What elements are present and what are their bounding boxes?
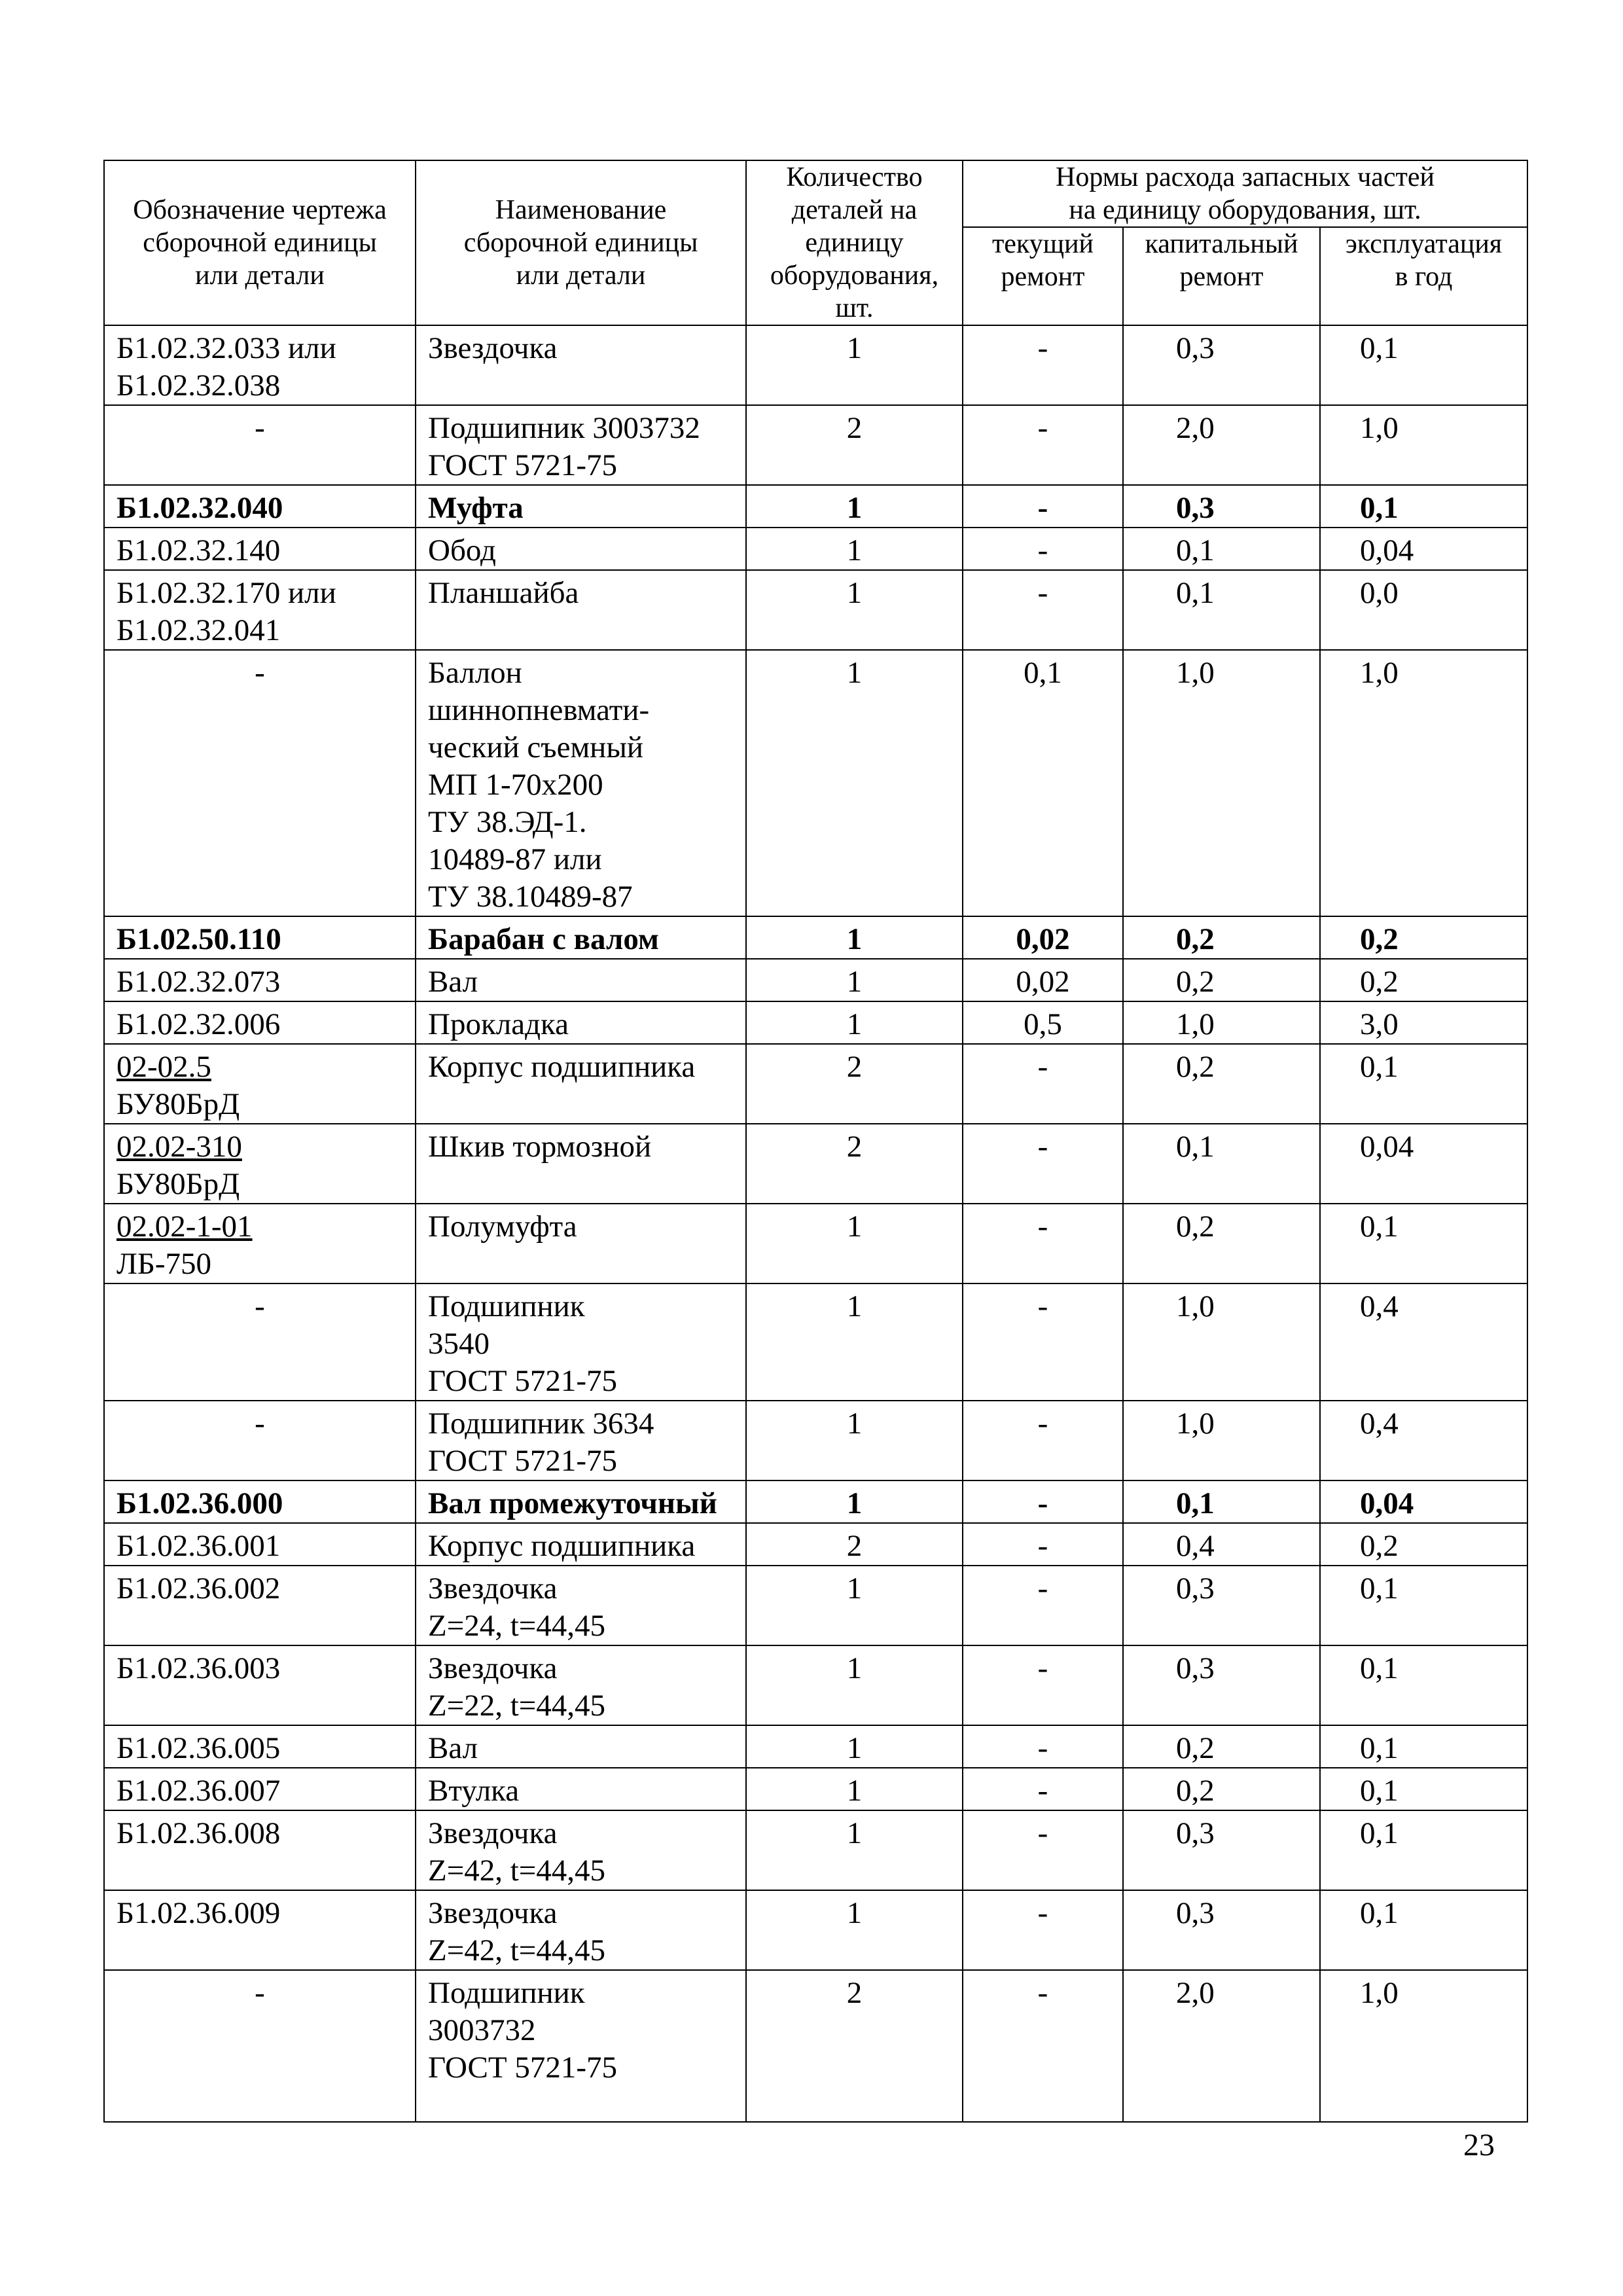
cell-capital-repair: 0,3: [1123, 1810, 1320, 1890]
cell-quantity: 1: [746, 1890, 963, 1970]
cell-part-name: [416, 650, 746, 916]
cell-quantity: 1: [746, 1768, 963, 1810]
cell-drawing-code: [104, 1283, 416, 1401]
cell-drawing-code: [104, 325, 416, 405]
parts-norms-table: [103, 160, 1528, 2123]
cell-part-name: [416, 1124, 746, 1204]
cell-drawing-code: [104, 528, 416, 570]
text-line: сборочной единицы: [463, 228, 698, 258]
cell-quantity: 1: [746, 1283, 963, 1401]
cell-drawing-code: [104, 570, 416, 650]
cell-capital-repair: 0,3: [1123, 485, 1320, 528]
text-line: Прокладка: [428, 1007, 569, 1041]
cell-quantity: 1: [746, 650, 963, 916]
text-line: деталей на: [791, 195, 918, 225]
cell-part-name: [416, 1768, 746, 1810]
text-line: -: [255, 1289, 265, 1323]
text-line: -: [255, 1976, 265, 2010]
cell-capital-repair: 2,0: [1123, 1970, 1320, 2122]
cell-capital-repair: 0,1: [1123, 528, 1320, 570]
cell-capital-repair: 0,4: [1123, 1523, 1320, 1566]
text-line: или детали: [195, 260, 325, 291]
text-line: Б1.02.32.170 или: [116, 576, 336, 610]
header-current-repair: [963, 227, 1123, 325]
cell-quantity: 2: [746, 405, 963, 485]
text-line: МП 1-70x200: [428, 768, 603, 802]
cell-capital-repair: 0,1: [1123, 1124, 1320, 1204]
text-line: 10489-87 или: [428, 842, 602, 876]
table-body: [104, 325, 1527, 2122]
cell-annual-operation: 0,04: [1320, 1124, 1527, 1204]
cell-current-repair: -: [963, 1970, 1123, 2122]
text-line: текущий: [991, 229, 1094, 259]
table-row: [104, 916, 1527, 959]
cell-current-repair: -: [963, 1204, 1123, 1283]
cell-annual-operation: 0,2: [1320, 916, 1527, 959]
table-row: [104, 325, 1527, 405]
cell-current-repair: -: [963, 1645, 1123, 1725]
text-line: ГОСТ 5721-75: [428, 448, 617, 482]
cell-part-name: [416, 1725, 746, 1768]
cell-part-name: [416, 1480, 746, 1523]
cell-current-repair: -: [963, 325, 1123, 405]
text-line: Звездочка: [428, 1651, 558, 1685]
cell-capital-repair: 0,2: [1123, 916, 1320, 959]
table-row: [104, 1523, 1527, 1566]
cell-annual-operation: 0,1: [1320, 485, 1527, 528]
cell-current-repair: 0,1: [963, 650, 1123, 916]
cell-part-name: [416, 1890, 746, 1970]
cell-part-name: [416, 528, 746, 570]
text-line: Б1.02.36.001: [116, 1529, 281, 1563]
text-line: Б1.02.36.007: [116, 1774, 281, 1808]
cell-annual-operation: 1,0: [1320, 1970, 1527, 2122]
cell-current-repair: -: [963, 1768, 1123, 1810]
cell-capital-repair: 0,3: [1123, 1645, 1320, 1725]
text-line: 3540: [428, 1327, 490, 1361]
cell-drawing-code: [104, 1890, 416, 1970]
table-row: [104, 650, 1527, 916]
cell-current-repair: 0,02: [963, 916, 1123, 959]
cell-drawing-code: [104, 1725, 416, 1768]
cell-drawing-code: [104, 1970, 416, 2122]
cell-quantity: 1: [746, 528, 963, 570]
text-line: Обозначение чертежа: [133, 195, 387, 225]
cell-part-name: [416, 1401, 746, 1480]
header-spare-parts-norms: [963, 160, 1527, 227]
table-row: [104, 485, 1527, 528]
text-line: Б1.02.32.033 или: [116, 331, 336, 365]
table-row: [104, 1645, 1527, 1725]
text-line: оборудования,: [770, 260, 939, 291]
text-line: Подшипник: [428, 1976, 585, 2010]
table-row: [104, 1810, 1527, 1890]
cell-capital-repair: 1,0: [1123, 1401, 1320, 1480]
text-line: ГОСТ 5721-75: [428, 2051, 617, 2085]
cell-current-repair: -: [963, 405, 1123, 485]
text-line: ТУ 38.ЭД-1.: [428, 805, 587, 839]
text-line: сборочной единицы: [143, 228, 377, 258]
text-line: Б1.02.36.009: [116, 1896, 281, 1930]
cell-capital-repair: 1,0: [1123, 1283, 1320, 1401]
cell-capital-repair: 0,2: [1123, 1204, 1320, 1283]
table-row: [104, 570, 1527, 650]
text-line: ческий съемный: [428, 730, 644, 764]
text-line: Z=42, t=44,45: [428, 1854, 606, 1888]
cell-capital-repair: 0,2: [1123, 1044, 1320, 1124]
table-row: [104, 405, 1527, 485]
cell-quantity: 1: [746, 325, 963, 405]
cell-annual-operation: 0,4: [1320, 1283, 1527, 1401]
text-line: Нормы расхода запасных частей: [1056, 162, 1435, 192]
text-line: Z=42, t=44,45: [428, 1933, 606, 1967]
table-row: [104, 1566, 1527, 1645]
cell-part-name: [416, 1204, 746, 1283]
cell-current-repair: -: [963, 1725, 1123, 1768]
cell-capital-repair: 0,2: [1123, 1725, 1320, 1768]
cell-drawing-code: [104, 1001, 416, 1044]
cell-annual-operation: 0,1: [1320, 1566, 1527, 1645]
header-drawing-code: [104, 160, 416, 325]
header-capital-repair: [1123, 227, 1320, 325]
text-line: Звездочка: [428, 1896, 558, 1930]
cell-current-repair: -: [963, 1566, 1123, 1645]
text-line: шт.: [835, 293, 874, 323]
cell-capital-repair: 0,3: [1123, 1890, 1320, 1970]
text-line: Б1.02.36.000: [116, 1486, 283, 1520]
table-row: [104, 1970, 1527, 2122]
text-line: капитальный: [1145, 229, 1298, 259]
cell-quantity: 1: [746, 1204, 963, 1283]
text-line: Z=24, t=44,45: [428, 1609, 606, 1643]
cell-quantity: 1: [746, 1480, 963, 1523]
table-row: [104, 1283, 1527, 1401]
text-line: Б1.02.32.040: [116, 491, 283, 525]
cell-part-name: [416, 485, 746, 528]
text-line: -: [255, 1407, 265, 1441]
text-line: 02-02.5: [116, 1050, 211, 1084]
cell-quantity: 1: [746, 916, 963, 959]
cell-drawing-code: [104, 1523, 416, 1566]
cell-drawing-code: [104, 650, 416, 916]
cell-current-repair: -: [963, 1283, 1123, 1401]
cell-current-repair: -: [963, 570, 1123, 650]
table-row: [104, 959, 1527, 1001]
cell-drawing-code: [104, 1768, 416, 1810]
text-line: в год: [1395, 262, 1453, 292]
cell-part-name: [416, 1044, 746, 1124]
cell-capital-repair: 0,2: [1123, 1768, 1320, 1810]
text-line: 3003732: [428, 2013, 536, 2047]
cell-capital-repair: 2,0: [1123, 405, 1320, 485]
cell-part-name: [416, 1283, 746, 1401]
table-row: [104, 1890, 1527, 1970]
text-line: ГОСТ 5721-75: [428, 1364, 617, 1398]
text-line: Б1.02.32.140: [116, 533, 281, 567]
cell-drawing-code: [104, 1044, 416, 1124]
cell-quantity: 1: [746, 570, 963, 650]
text-line: Б1.02.36.003: [116, 1651, 281, 1685]
text-line: эксплуатация: [1345, 229, 1503, 259]
table-row: [104, 1124, 1527, 1204]
cell-annual-operation: 0,04: [1320, 528, 1527, 570]
cell-quantity: 1: [746, 959, 963, 1001]
cell-current-repair: -: [963, 1810, 1123, 1890]
cell-annual-operation: 1,0: [1320, 650, 1527, 916]
cell-annual-operation: 0,4: [1320, 1401, 1527, 1480]
text-line: Барабан с валом: [428, 922, 659, 956]
cell-quantity: 2: [746, 1970, 963, 2122]
cell-capital-repair: 0,3: [1123, 325, 1320, 405]
text-line: на единицу оборудования, шт.: [1069, 195, 1421, 225]
cell-part-name: [416, 325, 746, 405]
cell-annual-operation: 0,0: [1320, 570, 1527, 650]
cell-annual-operation: 0,1: [1320, 1768, 1527, 1810]
cell-drawing-code: [104, 405, 416, 485]
table-row: [104, 1401, 1527, 1480]
text-line: ремонт: [1001, 262, 1085, 292]
cell-current-repair: -: [963, 485, 1123, 528]
text-line: БУ80БрД: [116, 1167, 240, 1201]
cell-current-repair: -: [963, 1401, 1123, 1480]
cell-annual-operation: 0,1: [1320, 325, 1527, 405]
cell-annual-operation: 0,1: [1320, 1725, 1527, 1768]
text-line: Полумуфта: [428, 1210, 577, 1244]
cell-part-name: [416, 570, 746, 650]
text-line: Наименование: [495, 195, 667, 225]
text-line: Подшипник: [428, 1289, 585, 1323]
cell-capital-repair: 1,0: [1123, 650, 1320, 916]
cell-annual-operation: 0,1: [1320, 1044, 1527, 1124]
cell-capital-repair: 0,2: [1123, 959, 1320, 1001]
cell-part-name: [416, 1523, 746, 1566]
page-number: 23: [1463, 2128, 1495, 2162]
text-line: Б1.02.50.110: [116, 922, 281, 956]
cell-drawing-code: [104, 1401, 416, 1480]
table-row: [104, 1044, 1527, 1124]
cell-quantity: 1: [746, 1566, 963, 1645]
cell-quantity: 2: [746, 1523, 963, 1566]
cell-drawing-code: [104, 959, 416, 1001]
text-line: ГОСТ 5721-75: [428, 1444, 617, 1478]
cell-annual-operation: 0,1: [1320, 1890, 1527, 1970]
table-row: [104, 1768, 1527, 1810]
text-line: Б1.02.32.038: [116, 368, 281, 403]
header-annual-operation: [1320, 227, 1527, 325]
table-row: [104, 528, 1527, 570]
text-line: Вал: [428, 965, 478, 999]
cell-current-repair: 0,02: [963, 959, 1123, 1001]
text-line: шиннопневмати-: [428, 693, 650, 727]
text-line: Подшипник 3003732: [428, 411, 700, 445]
cell-capital-repair: 1,0: [1123, 1001, 1320, 1044]
text-line: или детали: [516, 260, 646, 291]
cell-current-repair: -: [963, 1480, 1123, 1523]
text-line: Z=22, t=44,45: [428, 1689, 606, 1723]
text-line: Планшайба: [428, 576, 579, 610]
text-line: Б1.02.36.005: [116, 1731, 281, 1765]
cell-quantity: 1: [746, 1401, 963, 1480]
cell-part-name: [416, 405, 746, 485]
text-line: Количество: [786, 162, 923, 192]
header-part-name: [416, 160, 746, 325]
cell-annual-operation: 0,2: [1320, 1523, 1527, 1566]
text-line: ТУ 38.10489-87: [428, 880, 633, 914]
cell-current-repair: -: [963, 1523, 1123, 1566]
cell-capital-repair: 0,3: [1123, 1566, 1320, 1645]
cell-quantity: 1: [746, 1645, 963, 1725]
cell-annual-operation: 0,2: [1320, 959, 1527, 1001]
cell-drawing-code: [104, 1810, 416, 1890]
text-line: Б1.02.36.002: [116, 1571, 281, 1605]
cell-part-name: [416, 916, 746, 959]
cell-annual-operation: 3,0: [1320, 1001, 1527, 1044]
text-line: Б1.02.36.008: [116, 1816, 281, 1850]
cell-annual-operation: 0,04: [1320, 1480, 1527, 1523]
cell-part-name: [416, 1970, 746, 2122]
text-line: 02.02-310: [116, 1130, 242, 1164]
table-row: [104, 1001, 1527, 1044]
text-line: -: [255, 411, 265, 445]
text-line: Б1.02.32.073: [116, 965, 281, 999]
text-line: 02.02-1-01: [116, 1210, 253, 1244]
cell-drawing-code: [104, 1480, 416, 1523]
text-line: Корпус подшипника: [428, 1050, 696, 1084]
parts-norms-table-container: [103, 160, 1527, 2123]
cell-quantity: 1: [746, 1810, 963, 1890]
cell-capital-repair: 0,1: [1123, 1480, 1320, 1523]
text-line: единицу: [805, 228, 904, 258]
text-line: Шкив тормозной: [428, 1130, 652, 1164]
text-line: Корпус подшипника: [428, 1529, 696, 1563]
text-line: Вал: [428, 1731, 478, 1765]
cell-quantity: 1: [746, 1001, 963, 1044]
table-row: [104, 1725, 1527, 1768]
text-line: ЛБ-750: [116, 1247, 212, 1281]
header-quantity: [746, 160, 963, 325]
table-row: [104, 1204, 1527, 1283]
text-line: Б1.02.32.006: [116, 1007, 281, 1041]
cell-capital-repair: 0,1: [1123, 570, 1320, 650]
text-line: Звездочка: [428, 1816, 558, 1850]
cell-annual-operation: 0,1: [1320, 1810, 1527, 1890]
cell-part-name: [416, 1566, 746, 1645]
cell-annual-operation: 0,1: [1320, 1645, 1527, 1725]
text-line: Звездочка: [428, 331, 558, 365]
text-line: Баллон: [428, 656, 522, 690]
cell-drawing-code: [104, 1645, 416, 1725]
cell-drawing-code: [104, 1566, 416, 1645]
cell-drawing-code: [104, 485, 416, 528]
text-line: Б1.02.32.041: [116, 613, 281, 647]
cell-quantity: 2: [746, 1124, 963, 1204]
cell-current-repair: -: [963, 1890, 1123, 1970]
cell-current-repair: -: [963, 528, 1123, 570]
cell-annual-operation: 0,1: [1320, 1204, 1527, 1283]
cell-drawing-code: [104, 916, 416, 959]
text-line: ремонт: [1179, 262, 1264, 292]
cell-quantity: 1: [746, 485, 963, 528]
text-line: Муфта: [428, 491, 524, 525]
text-line: Вал промежуточный: [428, 1486, 717, 1520]
cell-part-name: [416, 959, 746, 1001]
cell-annual-operation: 1,0: [1320, 405, 1527, 485]
cell-part-name: [416, 1645, 746, 1725]
cell-current-repair: 0,5: [963, 1001, 1123, 1044]
cell-drawing-code: [104, 1204, 416, 1283]
table-row: [104, 1480, 1527, 1523]
text-line: Подшипник 3634: [428, 1407, 654, 1441]
cell-drawing-code: [104, 1124, 416, 1204]
text-line: Обод: [428, 533, 496, 567]
cell-part-name: [416, 1001, 746, 1044]
text-line: БУ80БрД: [116, 1087, 240, 1121]
text-line: Звездочка: [428, 1571, 558, 1605]
cell-current-repair: -: [963, 1044, 1123, 1124]
cell-part-name: [416, 1810, 746, 1890]
cell-current-repair: -: [963, 1124, 1123, 1204]
cell-quantity: 2: [746, 1044, 963, 1124]
text-line: -: [255, 656, 265, 690]
cell-quantity: 1: [746, 1725, 963, 1768]
text-line: Втулка: [428, 1774, 520, 1808]
